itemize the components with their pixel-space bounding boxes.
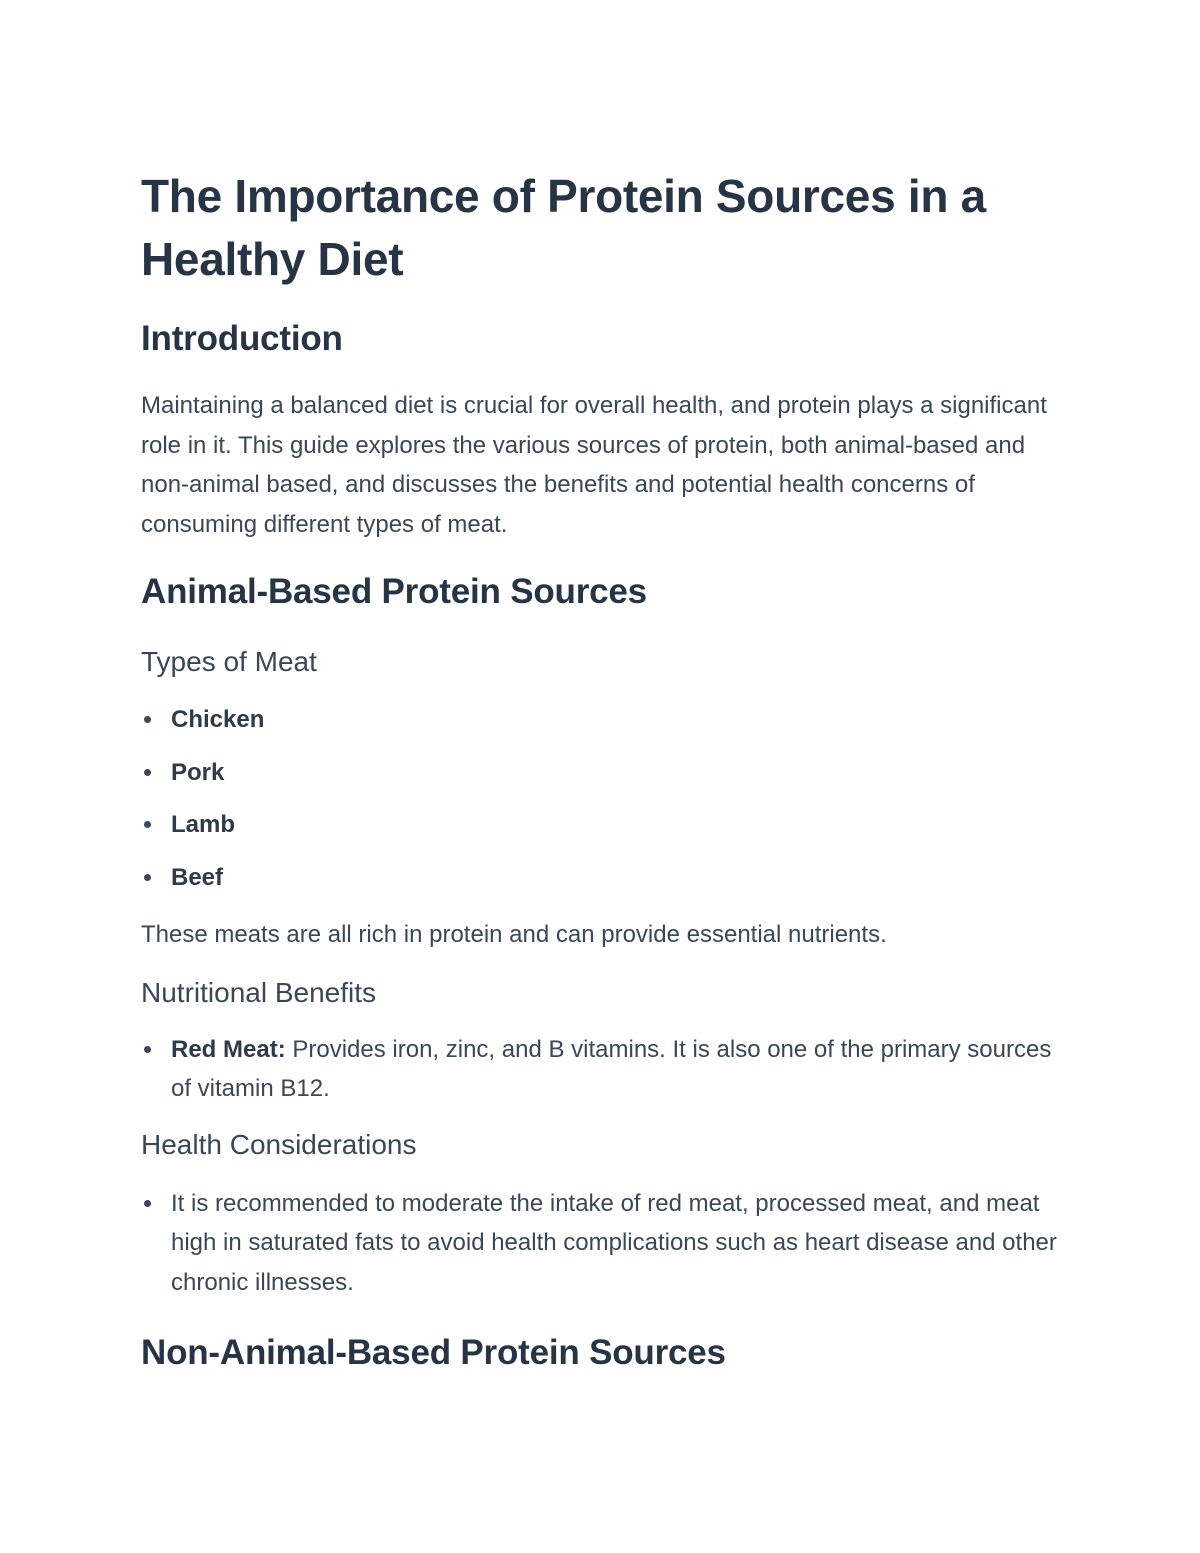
benefit-label: Red Meat: bbox=[171, 1035, 286, 1063]
subheading-nutritional-benefits: Nutritional Benefits bbox=[141, 976, 377, 1008]
bullet-icon bbox=[144, 821, 151, 828]
bullet-icon bbox=[144, 769, 151, 776]
bullet-icon bbox=[144, 1046, 151, 1053]
meat-type-label: Lamb bbox=[171, 811, 236, 838]
bullet-icon bbox=[144, 1200, 151, 1207]
subheading-types-of-meat: Types of Meat bbox=[141, 646, 317, 677]
list-item bbox=[141, 858, 1060, 898]
bullet-icon bbox=[144, 716, 151, 723]
section-heading-animal-based: Animal-Based Protein Sources bbox=[141, 572, 647, 611]
list-item bbox=[141, 805, 1060, 845]
meat-types-list bbox=[141, 700, 1060, 897]
list-item bbox=[141, 753, 1060, 793]
introduction-paragraph: Maintaining a balanced diet is crucial for overall health, and protein plays a significant role in it. This guide explores the various sources of protein, both animal-based and non-animal based, and discusses the benefits and potential health concerns of consuming different types of meat. bbox=[141, 392, 1047, 538]
section-heading-introduction: Introduction bbox=[141, 319, 343, 358]
list-item bbox=[141, 700, 1060, 740]
meat-type-label: Beef bbox=[171, 863, 224, 891]
bullet-icon bbox=[144, 874, 151, 881]
meat-type-label: Chicken bbox=[171, 706, 265, 733]
meats-note-paragraph: These meats are all rich in protein and can provide essential nutrients. bbox=[141, 921, 887, 948]
benefit-text: Provides iron, zinc, and B vitamins. It is also one of the primary sources of vitamin B12. bbox=[171, 1035, 1052, 1102]
section-heading-non-animal-based: Non-Animal-Based Protein Sources bbox=[141, 1333, 726, 1372]
meat-type-label: Pork bbox=[171, 758, 225, 786]
document-title: The Importance of Protein Sources in a Healthy Diet bbox=[141, 170, 986, 285]
list-item bbox=[141, 1184, 1060, 1303]
health-considerations-list bbox=[141, 1184, 1060, 1303]
health-consideration-text: It is recommended to moderate the intake of red meat, processed meat, and meat high in saturated fats to avoid health complications such as heart disease and other chronic illnesses. bbox=[171, 1189, 1057, 1296]
list-item bbox=[141, 1030, 1060, 1109]
subheading-health-considerations: Health Considerations bbox=[141, 1128, 417, 1160]
nutritional-benefits-list bbox=[141, 1030, 1060, 1109]
